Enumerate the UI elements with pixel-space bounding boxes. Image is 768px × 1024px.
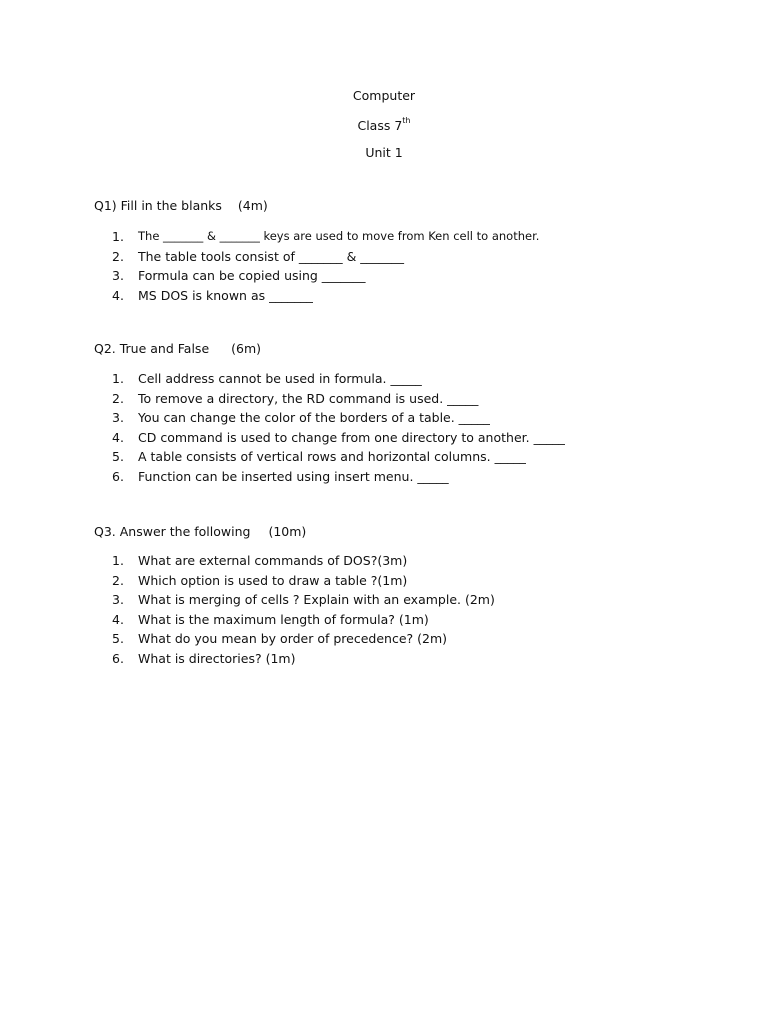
list-item bbox=[112, 551, 495, 571]
q3-marks: (10m) bbox=[268, 524, 307, 539]
item-number: 1. bbox=[112, 371, 124, 386]
q1-list bbox=[112, 227, 539, 305]
q2-marks: (6m) bbox=[231, 341, 262, 356]
list-item bbox=[112, 369, 565, 389]
class-title bbox=[0, 118, 768, 133]
item-number: 3. bbox=[112, 592, 124, 608]
item-text: The _______ & _______ keys are used to move from Ken cell to another. bbox=[138, 229, 540, 243]
item-text: Formula can be copied using _______ bbox=[138, 268, 366, 284]
q1-marks: (4m) bbox=[237, 198, 268, 213]
list-item bbox=[112, 649, 495, 669]
list-item bbox=[112, 227, 539, 247]
item-text: CD command is used to change from one directory to another. _____ bbox=[138, 429, 565, 445]
q3-list bbox=[112, 551, 495, 669]
unit-title: Unit 1 bbox=[365, 145, 403, 160]
q1-title: Q1) Fill in the blanks bbox=[94, 198, 222, 213]
q1-heading bbox=[94, 198, 268, 213]
item-number: 5. bbox=[112, 631, 124, 647]
item-number: 2. bbox=[112, 248, 124, 264]
q3-heading bbox=[94, 524, 306, 539]
item-number: 6. bbox=[112, 468, 124, 484]
item-number: 4. bbox=[112, 429, 124, 445]
list-item bbox=[112, 610, 495, 630]
list-item bbox=[112, 266, 539, 286]
item-number: 2. bbox=[112, 390, 124, 406]
q2-list bbox=[112, 369, 565, 487]
item-text: A table consists of vertical rows and horizontal columns. _____ bbox=[138, 449, 526, 465]
item-text: What are external commands of DOS?(3m) bbox=[138, 553, 408, 568]
item-number: 4. bbox=[112, 287, 124, 303]
item-text: Which option is used to draw a table ?(1m) bbox=[138, 572, 408, 588]
item-text: What is merging of cells ? Explain with an example. (2m) bbox=[138, 592, 495, 608]
list-item bbox=[112, 590, 495, 610]
item-text: What is directories? (1m) bbox=[138, 650, 296, 666]
list-item bbox=[112, 447, 565, 467]
item-number: 2. bbox=[112, 572, 124, 588]
item-number: 5. bbox=[112, 449, 124, 465]
item-number: 6. bbox=[112, 650, 124, 666]
subject-title: Computer bbox=[352, 88, 416, 103]
item-number: 3. bbox=[112, 410, 124, 426]
list-item bbox=[112, 571, 495, 591]
item-text: What is the maximum length of formula? (1m) bbox=[138, 611, 429, 627]
class-label: Class 7 bbox=[357, 118, 403, 134]
item-text: Cell address cannot be used in formula. _____ bbox=[138, 371, 422, 386]
item-number: 3. bbox=[112, 268, 124, 284]
item-text: You can change the color of the borders of a table. _____ bbox=[138, 410, 490, 426]
item-number: 4. bbox=[112, 611, 124, 627]
item-text: What do you mean by order of precedence? (2m) bbox=[138, 631, 448, 647]
q2-title: Q2. True and False bbox=[94, 341, 210, 356]
list-item bbox=[112, 408, 565, 428]
class-suffix: th bbox=[402, 116, 411, 125]
q3-title: Q3. Answer the following bbox=[94, 524, 251, 539]
item-text: MS DOS is known as _______ bbox=[138, 287, 313, 303]
item-text: To remove a directory, the RD command is used. _____ bbox=[138, 390, 479, 406]
list-item bbox=[112, 428, 565, 448]
list-item bbox=[112, 247, 539, 267]
item-text: Function can be inserted using insert menu. _____ bbox=[138, 468, 449, 484]
list-item bbox=[112, 467, 565, 487]
list-item bbox=[112, 389, 565, 409]
list-item bbox=[112, 286, 539, 306]
q2-heading bbox=[94, 341, 261, 356]
item-number: 1. bbox=[112, 553, 124, 568]
list-item bbox=[112, 629, 495, 649]
item-number: 1. bbox=[112, 229, 124, 244]
item-text: The table tools consist of _______ & _______ bbox=[138, 248, 405, 264]
